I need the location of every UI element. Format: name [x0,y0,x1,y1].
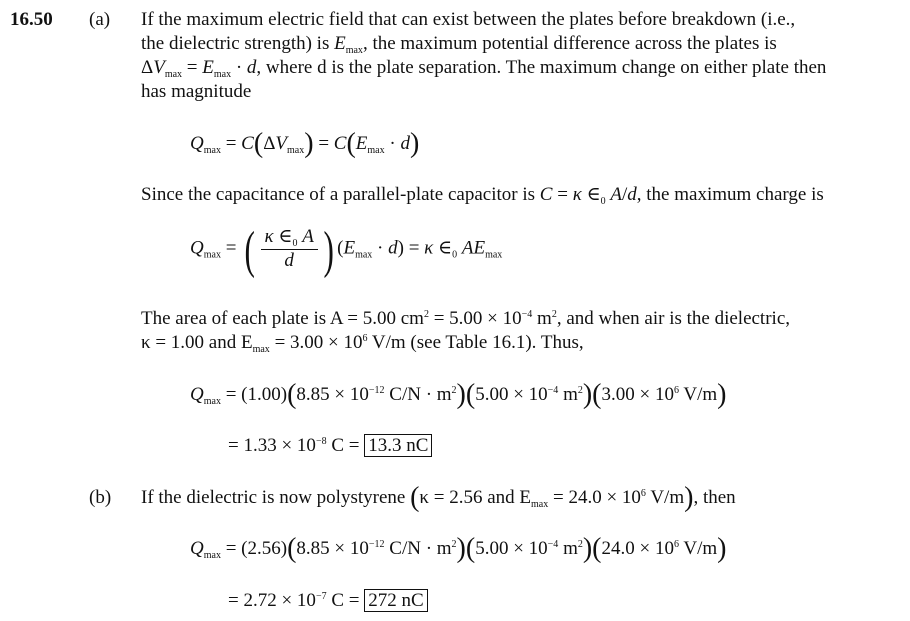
problem-number: 16.50 [10,9,53,30]
equation-qmax-1: $Q_{max} = C(\Delta V_{max}) = C(E_{max} \cdot d)$ [190,128,420,159]
result-a-box: 13.3 nC [364,434,432,457]
equation-qmax-2: $Q_{max}$ = ( $\frac{\kappa \in_0 A}{d}$ ) $(E_{max} \cdot d) = \kappa$ $\in_0$ $AE_{max}$ [190,222,503,280]
result-part-b: = $2.72 \times 10^{-7}$ C = 272 nC [228,589,428,613]
part-b-paragraph: If the dielectric is now polystyrene (κ = 2.56 and $E_{max} = 24.0 \times 10^6$ V/m), then [141,482,736,513]
part-a-line-1: If the maximum electric field that can exist between the plates before breakdown (i.e., [141,9,796,30]
capacitance-sentence: Since the capacitance of a parallel-plate capacitor is C = κ $\in_0$ A/d, the maximum charge is [141,184,824,207]
part-b-label: (b) [89,487,112,508]
part-a-paragraph [141,8,901,104]
part-a-line-3: $\Delta V_{max} = E_{max} \cdot d$, where d is the plate separation. The maximum change on either plate then [141,57,827,80]
equation-part-b-calc: $Q_{max} = (2.56)(8.85 \times 10^{-12}$ $C/N \cdot m^2)(5.00 \times 10^{-4}$ $m^2)(24.0 \times 10^6$ V/m) [190,533,727,564]
part-a-label: (a) [89,9,111,30]
area-paragraph: The area of each plate is A = 5.00 $cm^2 = 5.00 \times 10^{-4}$ $m^2$, and when air is the dielectric, κ = 1.00 and $E_{max} = 3.00 \times 10^6$ V/m (see Table 16.1). Thus, [141,308,790,355]
equation-part-a-calc: $Q_{max} = (1.00)(8.85 \times 10^{-12}$ $C/N \cdot m^2)(5.00 \times 10^{-4}$ $m^2)(3.00 \times 10^6$ V/m) [190,379,727,410]
result-b-box: 272 nC [364,589,427,612]
part-a-line-2: the dielectric strength) is $E_{max}$, the maximum potential difference across the plates is [141,33,777,56]
result-part-a: = $1.33 \times 10^{-8}$ C = 13.3 nC [228,434,432,458]
part-a-line-4: has magnitude [141,81,252,102]
